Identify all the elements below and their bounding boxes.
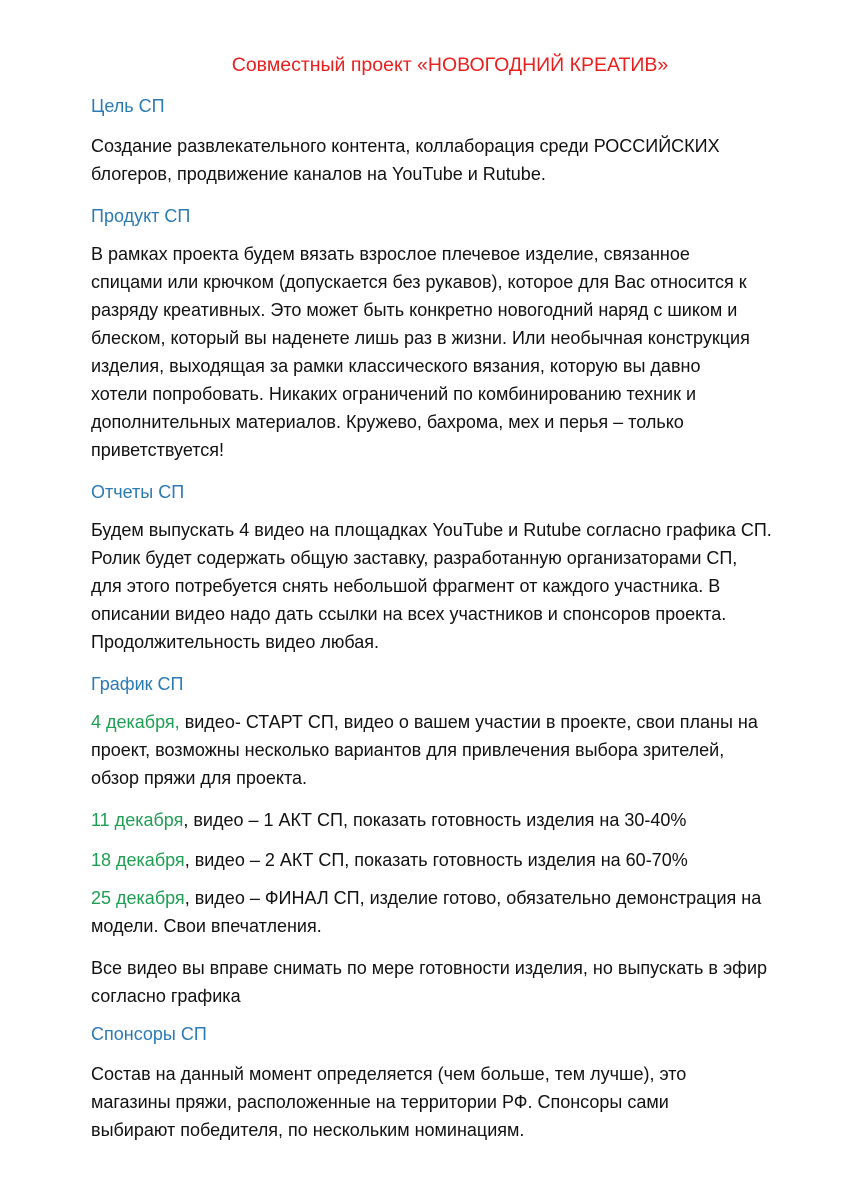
text-line: разряду креативных. Это может быть конкретно новогодний наряд с шиком и xyxy=(91,300,738,320)
text-line: обзор пряжи для проекта. xyxy=(91,768,308,788)
reports-heading: Отчеты СП xyxy=(91,482,185,502)
text-line: спицами или крючком (допускается без рукавов), которое для Вас относится к xyxy=(91,272,747,292)
schedule-item-first-line xyxy=(91,708,821,736)
sponsors-paragraph xyxy=(91,1060,821,1144)
goal-paragraph xyxy=(91,132,821,188)
schedule-date: 25 декабря xyxy=(91,888,185,908)
schedule-item-first-line xyxy=(91,846,821,874)
text-line: модели. Свои впечатления. xyxy=(91,916,322,936)
text-line: Ролик будет содержать общую заставку, разработанную организаторами СП, xyxy=(91,548,738,568)
text-line: Все видео вы вправе снимать по мере готовности изделия, но выпускать в эфир xyxy=(91,958,768,978)
schedule-item-first-line xyxy=(91,884,821,912)
schedule-text: , видео – 1 АКТ СП, показать готовность изделия на 30-40% xyxy=(183,810,687,830)
text-line: согласно графика xyxy=(91,986,241,1006)
text-line: изделия, выходящая за рамки классического вязания, которую вы давно xyxy=(91,356,701,376)
text-line: В рамках проекта будем вязать взрослое плечевое изделие, связанное xyxy=(91,244,690,264)
text-line: Будем выпускать 4 видео на площадках YouTube и Rutube согласно графика СП. xyxy=(91,520,772,540)
schedule-item-first-line xyxy=(91,806,821,834)
schedule-heading: График СП xyxy=(91,674,184,694)
schedule-item-dec-18 xyxy=(91,846,821,874)
sponsors-heading: Спонсоры СП xyxy=(91,1024,207,1044)
schedule-date: 18 декабря xyxy=(91,850,185,870)
text-line: для этого потребуется снять небольшой фрагмент от каждого участника. В xyxy=(91,576,721,596)
text-line: выбирают победителя, по нескольким номинациям. xyxy=(91,1120,525,1140)
reports-paragraph xyxy=(91,516,821,656)
text-line: Состав на данный момент определяется (чем больше, тем лучше), это xyxy=(91,1064,687,1084)
schedule-text: , видео – 2 АКТ СП, показать готовность изделия на 60-70% xyxy=(184,850,688,870)
text-line: описании видео надо дать ссылки на всех участников и спонсоров проекта. xyxy=(91,604,727,624)
schedule-item-dec-11 xyxy=(91,806,821,834)
text-line: дополнительных материалов. Кружево, бахрома, мех и перья – только xyxy=(91,412,684,432)
schedule-text: , видео – ФИНАЛ СП, изделие готово, обязательно демонстрация на xyxy=(184,888,762,908)
product-heading: Продукт СП xyxy=(91,206,191,226)
text-line: проект, возможны несколько вариантов для привлечения выбора зрителей, xyxy=(91,740,725,760)
schedule-note xyxy=(91,954,821,1010)
text-line: блеском, который вы наденете лишь раз в жизни. Или необычная конструкция xyxy=(91,328,750,348)
text-line: приветствуется! xyxy=(91,440,225,460)
text-line: Продолжительность видео любая. xyxy=(91,632,379,652)
schedule-item-dec-4 xyxy=(91,708,821,792)
schedule-text: видео- СТАРТ СП, видео о вашем участии в проекте, свои планы на xyxy=(179,712,758,732)
schedule-item-dec-25 xyxy=(91,884,821,940)
product-paragraph xyxy=(91,240,821,464)
schedule-date: 11 декабря xyxy=(91,810,184,830)
schedule-date: 4 декабря, xyxy=(91,712,180,732)
goal-heading: Цель СП xyxy=(91,96,165,116)
text-line: Создание развлекательного контента, коллаборация среди РОССИЙСКИХ xyxy=(91,136,720,156)
text-line: хотели попробовать. Никаких ограничений по комбинированию техник и xyxy=(91,384,697,404)
text-line: магазины пряжи, расположенные на территории РФ. Спонсоры сами xyxy=(91,1092,669,1112)
document-title: Совместный проект «НОВОГОДНИЙ КРЕАТИВ» xyxy=(231,54,669,76)
text-line: блогеров, продвижение каналов на YouTube и Rutube. xyxy=(91,164,546,184)
